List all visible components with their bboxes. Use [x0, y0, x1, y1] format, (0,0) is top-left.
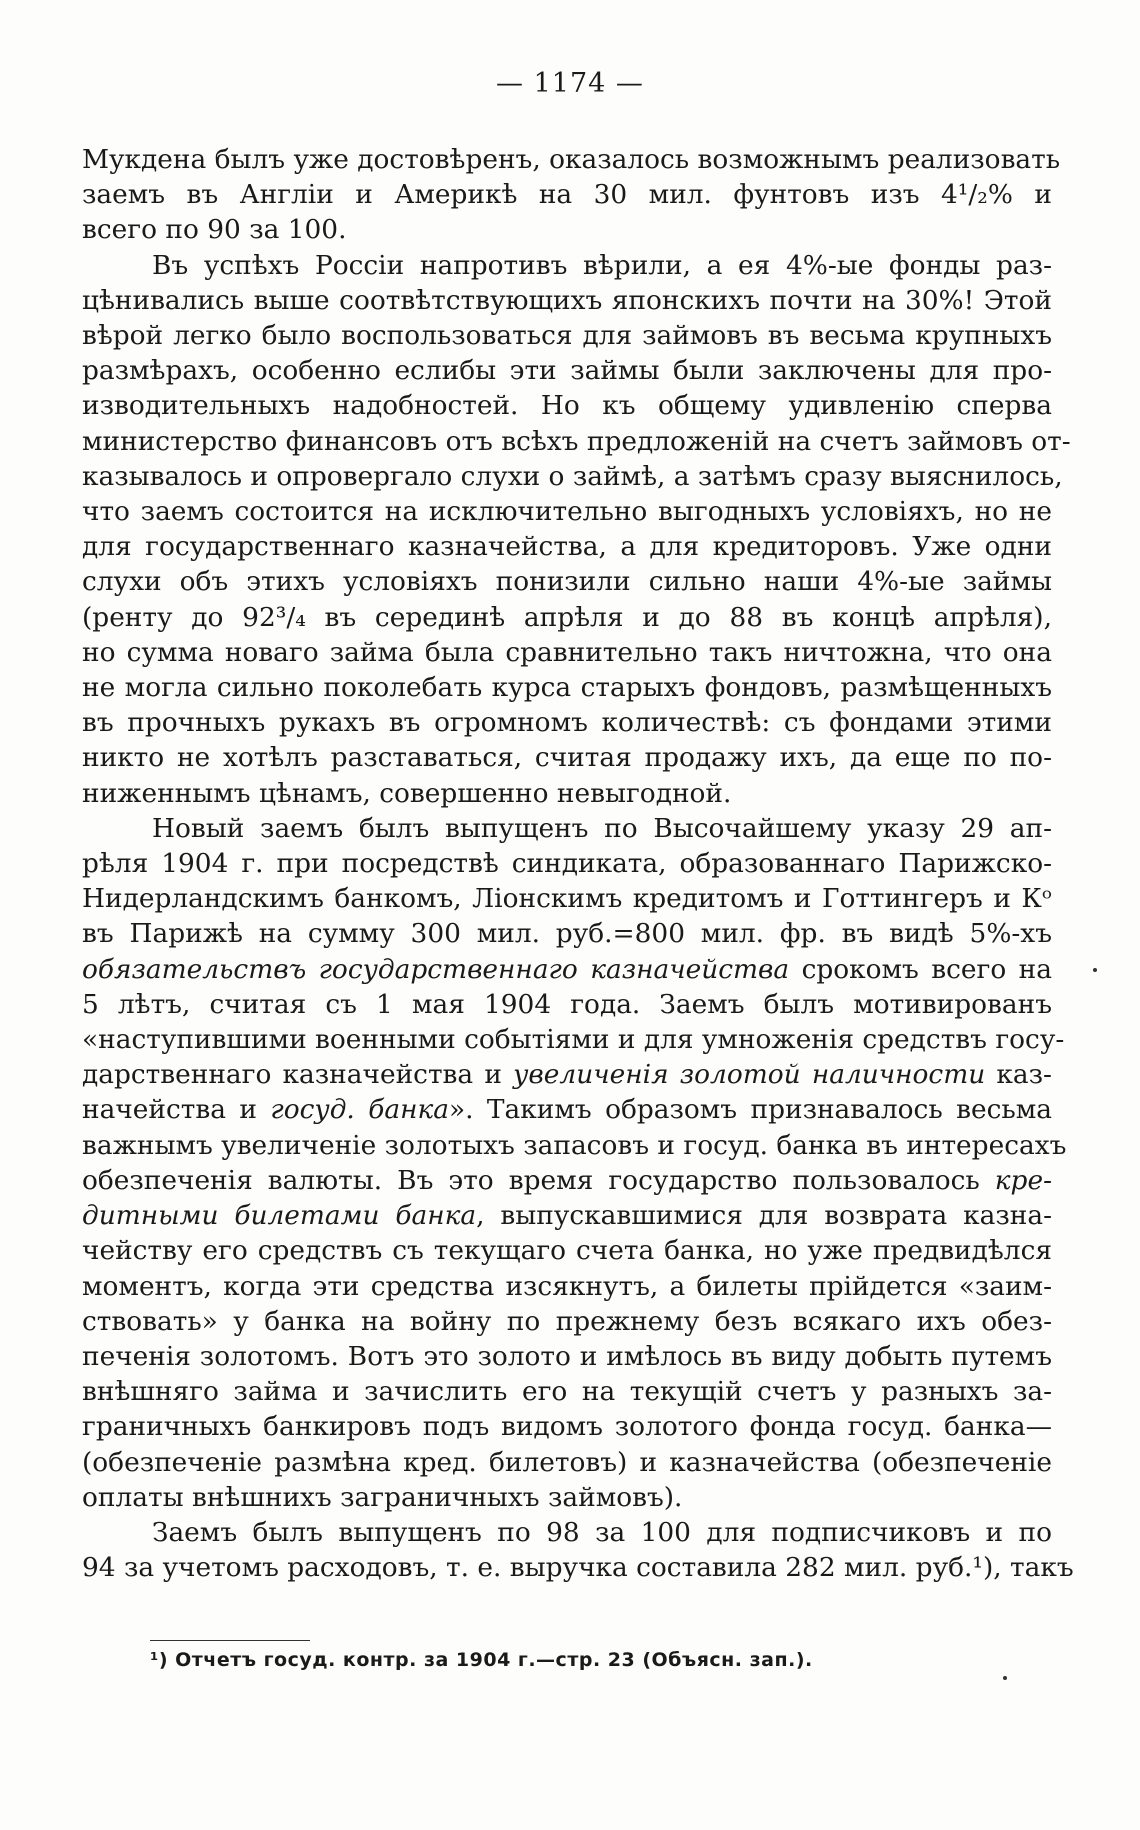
text-line: печенія золотомъ. Вотъ это золото и имѣлось въ виду добыть путемъ: [82, 1340, 1052, 1372]
text-line: Нидерландскимъ банкомъ, Ліонскимъ кредитомъ и Готтингеръ и Кᵒ: [82, 883, 1052, 915]
text-line: (ренту до 92³/₄ въ серединѣ апрѣля и до 88 въ концѣ апрѣля),: [82, 601, 1052, 633]
paragraph-1: [82, 142, 1061, 248]
text-line: Въ успѣхъ Россіи напротивъ вѣрили, а ея 4%-ые фонды раз-: [152, 249, 1052, 281]
text-fragment: ». Такимъ образомъ признавалось весьма: [448, 1094, 1052, 1126]
text-line: слухи объ этихъ условіяхъ понизили сильно наши 4%-ые займы: [82, 566, 1052, 598]
text-line: моментъ, когда эти средства изсякнутъ, а билеты прійдется «заим-: [82, 1270, 1052, 1302]
italic-phrase: обязательствъ государственнаго казначейства: [82, 953, 790, 985]
text-line: граничныхъ банкировъ подъ видомъ золотого фонда госуд. банка—: [82, 1411, 1052, 1443]
text-line: въ прочныхъ рукахъ въ огромномъ количествѣ: съ фондами этими: [82, 707, 1052, 739]
paragraph-2: [82, 248, 1071, 811]
scan-speck: [1093, 968, 1097, 972]
text-line: въ Парижѣ на сумму 300 мил. руб.=800 мил. фр. въ видѣ 5%-хъ: [82, 918, 1052, 950]
text-line: важнымъ увеличеніе золотыхъ запасовъ и госуд. банка въ интересахъ: [82, 1129, 1067, 1161]
text-line: министерство финансовъ отъ всѣхъ предложеній на счетъ займовъ от-: [82, 425, 1071, 457]
text-line: Новый заемъ былъ выпущенъ по Высочайшему указу 29 ап-: [152, 812, 1052, 844]
text-fragment: срокомъ всего на: [789, 953, 1052, 985]
text-line: размѣрахъ, особенно еслибы эти займы были заключены для про-: [82, 355, 1052, 387]
text-line: но сумма новаго займа была сравнительно такъ ничтожна, что она: [82, 636, 1052, 668]
text-line: заемъ въ Англіи и Америкѣ на 30 мил. фунтовъ изъ 4¹/₂% и: [82, 179, 1052, 211]
paragraph-3: [82, 811, 1067, 1515]
text-line: чейству его средствъ съ текущаго счета банка, но уже предвидѣлся: [82, 1235, 1052, 1267]
text-line: всего по 90 за 100.: [82, 214, 347, 246]
text-line: [82, 1163, 1052, 1198]
text-line: Мукдена былъ уже достовѣренъ, оказалось возможнымъ реализовать: [82, 144, 1061, 175]
italic-phrase: госуд. банка: [270, 1094, 449, 1126]
text-line: 94 за учетомъ расходовъ, т. е. выручка составила 282 мил. руб.¹), такъ: [82, 1552, 1074, 1584]
footnote-divider: [150, 1640, 310, 1641]
text-line: внѣшняго займа и зачислить его на текущій счетъ у разныхъ за-: [82, 1376, 1052, 1408]
text-line: Заемъ былъ выпущенъ по 98 за 100 для подписчиковъ и по: [152, 1516, 1052, 1548]
italic-phrase: кре-: [994, 1164, 1052, 1196]
text-line: изводительныхъ надобностей. Но къ общему удивленію сперва: [82, 390, 1052, 422]
text-line: оплаты внѣшнихъ заграничныхъ займовъ).: [82, 1481, 683, 1513]
text-line: [82, 1198, 1052, 1233]
body-text: [82, 142, 1074, 1585]
text-fragment: начейства и: [82, 1094, 271, 1126]
text-line: никто не хотѣлъ разставаться, считая продажу ихъ, да еще по по-: [82, 742, 1052, 774]
text-line: (обезпеченіе размѣна кред. билетовъ) и казначейства (обезпеченіе: [82, 1446, 1052, 1478]
text-line: вѣрой легко было воспользоваться для займовъ въ весьма крупныхъ: [82, 320, 1052, 352]
text-line: [82, 1092, 1052, 1127]
page-number: — 1174 —: [496, 68, 644, 99]
italic-phrase: дитными билетами банка: [82, 1200, 477, 1232]
text-line: [82, 1057, 1052, 1092]
text-line: что заемъ состоится на исключительно выгодныхъ условіяхъ, но не: [82, 496, 1052, 528]
text-line: для государственнаго казначейства, а для кредиторовъ. Уже одни: [82, 531, 1052, 563]
text-line: не могла сильно поколебать курса старыхъ фондовъ, размѣщенныхъ: [82, 672, 1052, 704]
italic-phrase: увеличенія золотой наличности: [513, 1059, 986, 1091]
text-fragment: , выпускавшимися для возврата казна-: [476, 1200, 1052, 1232]
text-line: казывалось и опровергало слухи о займѣ, а затѣмъ сразу выяснилось,: [82, 460, 1063, 492]
footnote: ¹) Отчетъ госуд. контр. за 1904 г.—стр. 23 (Объясн. зап.).: [150, 1649, 813, 1671]
paragraph-4: [82, 1515, 1074, 1585]
text-line: 5 лѣтъ, считая съ 1 мая 1904 года. Заемъ былъ мотивированъ: [82, 988, 1052, 1020]
text-fragment: каз-: [985, 1059, 1052, 1091]
text-line: «наступившими военными событіями и для умноженія средствъ госу-: [82, 1024, 1065, 1056]
scan-speck: [1003, 1676, 1007, 1680]
text-line: цѣнивались выше соотвѣтствующихъ японскихъ почти на 30%! Этой: [82, 284, 1052, 316]
text-fragment: дарственнаго казначейства и: [82, 1059, 514, 1091]
text-fragment: обезпеченія валюты. Въ это время государство пользовалось: [82, 1164, 995, 1196]
text-line: ниженнымъ цѣнамъ, совершенно невыгодной.: [82, 777, 732, 809]
text-line: рѣля 1904 г. при посредствѣ синдиката, образованнаго Парижско-: [82, 848, 1052, 880]
text-line: ствовать» у банка на войну по прежнему безъ всякаго ихъ обез-: [82, 1305, 1052, 1337]
text-line: [82, 952, 1052, 987]
